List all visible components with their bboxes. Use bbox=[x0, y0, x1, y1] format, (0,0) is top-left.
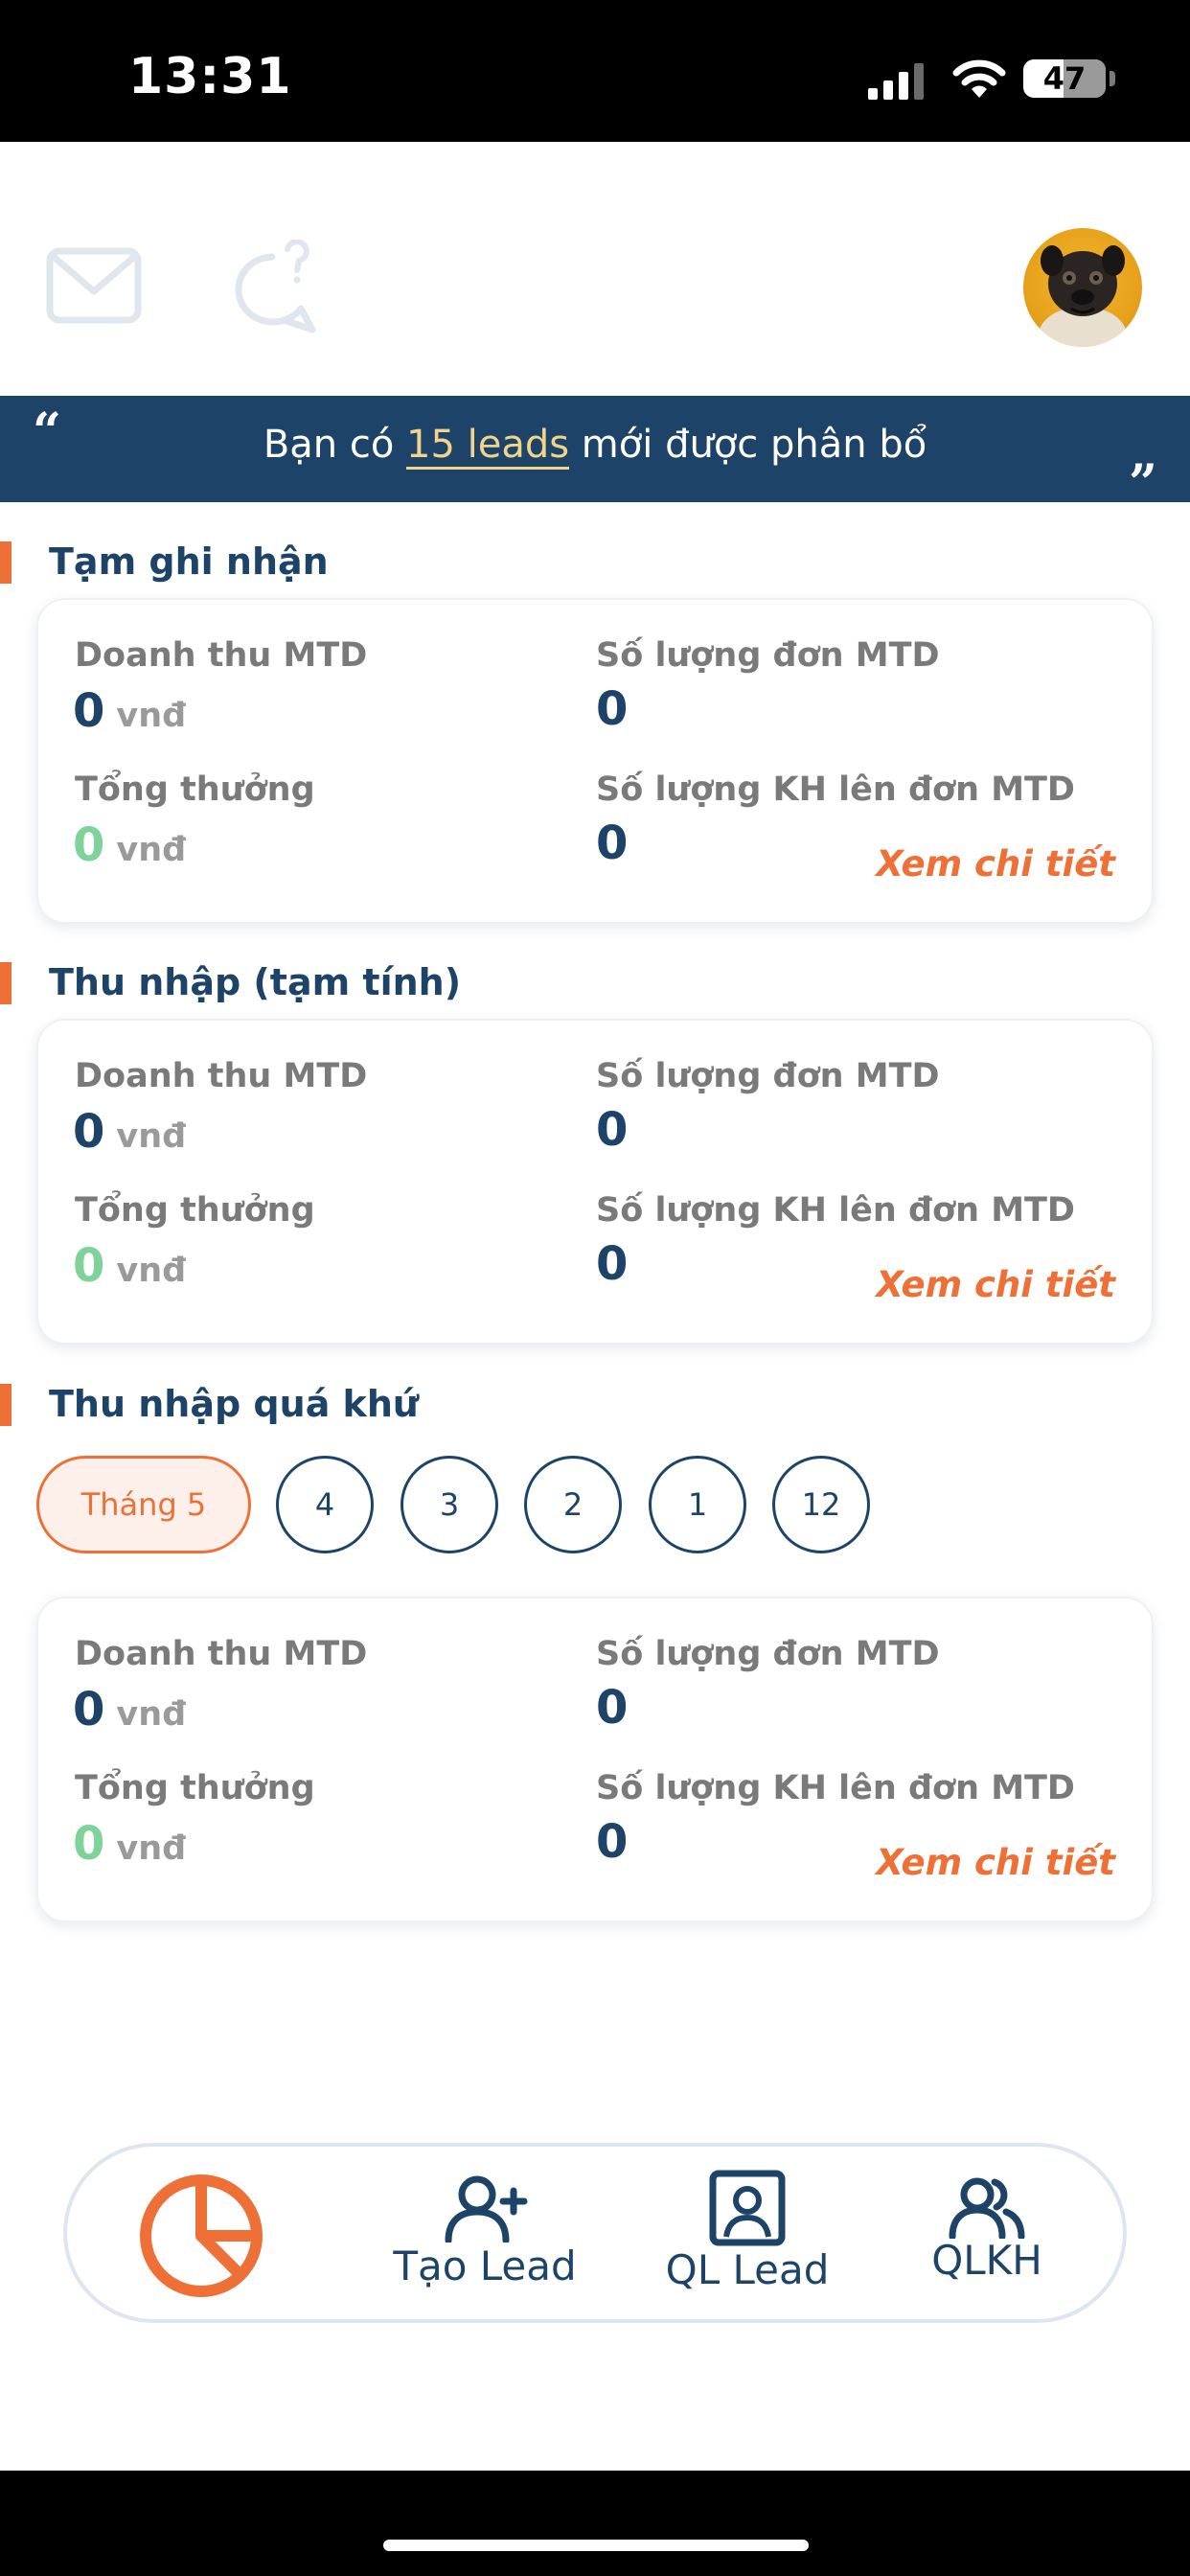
home-indicator-area bbox=[0, 2471, 1190, 2576]
quote-open-icon: “ bbox=[33, 402, 61, 461]
section-title-text: Thu nhập (tạm tính) bbox=[49, 961, 462, 1003]
status-bar bbox=[0, 0, 1190, 142]
nav-item-dashboard[interactable] bbox=[134, 2147, 268, 2319]
orders-value: 0 bbox=[596, 682, 629, 736]
stats-card-thu-nhap-qua-khu bbox=[36, 1597, 1154, 1922]
quote-close-icon: ” bbox=[1129, 454, 1157, 513]
pug-avatar-image bbox=[1023, 228, 1142, 347]
month-chip-thang-5[interactable]: Tháng 5 bbox=[36, 1456, 251, 1553]
nav-label-manage-lead: QL Lead bbox=[665, 2246, 830, 2293]
month-chip-12[interactable]: 12 bbox=[772, 1456, 870, 1553]
nav-item-create-lead[interactable] bbox=[370, 2147, 600, 2319]
revenue-value bbox=[73, 684, 186, 738]
banner-message bbox=[0, 423, 1190, 467]
chat-icon[interactable] bbox=[224, 240, 322, 337]
bonus-number: 0 bbox=[73, 818, 105, 872]
revenue-value bbox=[73, 1105, 186, 1159]
revenue-number: 0 bbox=[73, 1683, 105, 1736]
revenue-number: 0 bbox=[73, 684, 105, 738]
nav-label-create-lead: Tạo Lead bbox=[393, 2242, 577, 2289]
orders-value: 0 bbox=[596, 1681, 629, 1735]
bonus-unit: vnđ bbox=[116, 1829, 187, 1868]
month-chip-4[interactable]: 4 bbox=[276, 1456, 374, 1553]
bonus-value bbox=[73, 1817, 186, 1871]
home-indicator[interactable] bbox=[383, 2540, 809, 2551]
customers-value: 0 bbox=[596, 1237, 629, 1291]
customers-value: 0 bbox=[596, 1815, 629, 1869]
customers-value: 0 bbox=[596, 816, 629, 870]
wifi-icon bbox=[952, 58, 1006, 100]
section-accent-bar bbox=[0, 1384, 11, 1426]
banner-leads-link[interactable]: 15 leads bbox=[406, 423, 569, 470]
section-accent-bar bbox=[0, 962, 11, 1004]
avatar[interactable] bbox=[1023, 228, 1142, 347]
orders-label: Số lượng đơn MTD bbox=[596, 636, 940, 675]
status-time: 13:31 bbox=[128, 48, 292, 105]
bonus-value bbox=[73, 818, 186, 872]
revenue-label: Doanh thu MTD bbox=[75, 636, 368, 675]
banner-prefix: Bạn có bbox=[263, 423, 407, 467]
bottom-nav-bar bbox=[63, 2143, 1127, 2323]
bonus-unit: vnđ bbox=[116, 1252, 187, 1290]
banner-suffix: mới được phân bổ bbox=[569, 423, 927, 467]
revenue-value bbox=[73, 1683, 186, 1736]
battery-level: 47 bbox=[1042, 60, 1087, 97]
nav-item-manage-lead[interactable] bbox=[632, 2147, 862, 2319]
view-details-link[interactable]: Xem chi tiết bbox=[876, 843, 1115, 885]
section-title-text: Thu nhập quá khứ bbox=[49, 1383, 419, 1425]
orders-label: Số lượng đơn MTD bbox=[596, 1057, 940, 1095]
stats-card-thu-nhap-tam-tinh bbox=[36, 1019, 1154, 1345]
add-user-icon bbox=[443, 2174, 529, 2242]
view-details-link[interactable]: Xem chi tiết bbox=[876, 1842, 1115, 1883]
bonus-label: Tổng thưởng bbox=[75, 1191, 315, 1230]
bonus-unit: vnđ bbox=[116, 831, 187, 869]
bonus-value bbox=[73, 1239, 186, 1293]
bonus-label: Tổng thưởng bbox=[75, 1769, 315, 1807]
revenue-unit: vnđ bbox=[116, 697, 187, 735]
bonus-label: Tổng thưởng bbox=[75, 770, 315, 809]
revenue-label: Doanh thu MTD bbox=[75, 1635, 368, 1673]
mail-icon[interactable] bbox=[46, 247, 142, 324]
month-chip-2[interactable]: 2 bbox=[524, 1456, 622, 1553]
nav-item-manage-customers[interactable] bbox=[891, 2147, 1083, 2319]
revenue-label: Doanh thu MTD bbox=[75, 1057, 368, 1095]
revenue-unit: vnđ bbox=[116, 1695, 187, 1734]
customers-label: Số lượng KH lên đơn MTD bbox=[596, 1769, 1075, 1807]
pie-chart-icon bbox=[139, 2174, 263, 2298]
bonus-number: 0 bbox=[73, 1817, 105, 1871]
revenue-number: 0 bbox=[73, 1105, 105, 1159]
month-chip-1[interactable]: 1 bbox=[649, 1456, 746, 1553]
contact-card-icon bbox=[709, 2170, 786, 2246]
cellular-signal-icon bbox=[868, 61, 927, 100]
users-icon bbox=[947, 2175, 1027, 2239]
view-details-link[interactable]: Xem chi tiết bbox=[876, 1264, 1115, 1305]
bonus-number: 0 bbox=[73, 1239, 105, 1293]
stats-card-tam-ghi-nhan bbox=[36, 598, 1154, 924]
customers-label: Số lượng KH lên đơn MTD bbox=[596, 1191, 1075, 1230]
section-accent-bar bbox=[0, 541, 11, 584]
customers-label: Số lượng KH lên đơn MTD bbox=[596, 770, 1075, 809]
nav-label-manage-customers: QLKH bbox=[931, 2237, 1042, 2284]
orders-value: 0 bbox=[596, 1103, 629, 1157]
battery-icon bbox=[1023, 59, 1106, 98]
month-chip-3[interactable]: 3 bbox=[400, 1456, 498, 1553]
section-title-text: Tạm ghi nhận bbox=[49, 540, 329, 583]
battery-nub bbox=[1110, 71, 1115, 86]
orders-label: Số lượng đơn MTD bbox=[596, 1635, 940, 1673]
revenue-unit: vnđ bbox=[116, 1117, 187, 1156]
lead-notification-banner[interactable] bbox=[0, 396, 1190, 502]
